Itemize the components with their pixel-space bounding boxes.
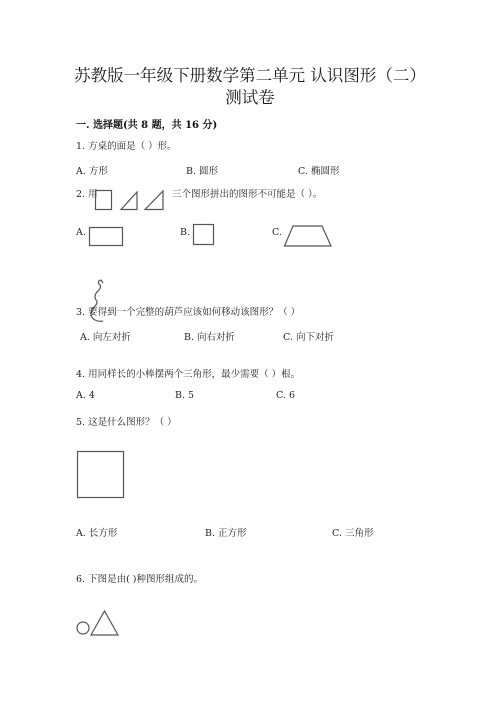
question-4-option-b[interactable]: B. 5: [175, 390, 195, 401]
question-1-option-b[interactable]: B. 圆形: [186, 166, 219, 177]
question-5-stem: 5. 这是什么图形？（ ）: [76, 417, 177, 428]
question-6-stem: 6. 下图是由( )种图形组成的。: [76, 574, 204, 585]
question-3-option-a[interactable]: A. 向左对折: [80, 332, 131, 343]
question-6-figure: [76, 609, 126, 639]
question-5-option-b[interactable]: B. 正方形: [205, 528, 247, 539]
question-1-option-a[interactable]: A. 方形: [76, 166, 108, 177]
question-2-option-b[interactable]: B.: [180, 227, 191, 238]
question-2-stem-prefix: 2. 用: [76, 189, 98, 200]
question-2-option-a[interactable]: A.: [76, 227, 86, 238]
large-square-icon: [77, 451, 127, 501]
obtuse-triangle-icon: [145, 191, 163, 210]
question-5-option-c[interactable]: C. 三角形: [332, 528, 374, 539]
circle-icon: [77, 622, 89, 634]
question-3-option-b[interactable]: B. 向右对折: [184, 332, 236, 343]
question-4-option-a[interactable]: A. 4: [76, 390, 95, 401]
square-icon: [96, 191, 112, 210]
page-title-line2: 测试卷: [225, 88, 275, 107]
question-4-stem: 4. 用同样长的小棒摆两个三角形，最少需要（ ）根。: [76, 369, 301, 380]
question-3-stem: 3. 要得到一个完整的葫芦应该如何移动该图形？（ ）: [76, 307, 301, 318]
section-header: 一. 选择题(共 8 题，共 16 分): [76, 120, 218, 131]
question-2-option-c[interactable]: C.: [272, 227, 282, 238]
triangle-icon: [91, 611, 118, 635]
square-icon: [193, 224, 215, 248]
question-1-stem: 1. 方桌的面是（ ）形。: [76, 141, 177, 152]
question-4-option-c[interactable]: C. 6: [276, 390, 296, 401]
question-1-option-c[interactable]: C. 椭圆形: [298, 166, 340, 177]
page-title: 苏教版一年级下册数学第二单元 认识图形（二）: [74, 66, 426, 85]
trapezoid-icon: [284, 225, 334, 249]
rectangle-icon: [89, 227, 125, 249]
question-5-option-a[interactable]: A. 长方形: [76, 528, 118, 539]
question-2-stem-suffix: 三个图形拼出的图形不可能是（ ）。: [172, 189, 323, 200]
question-2-shapes: [95, 190, 175, 212]
right-triangle-icon: [121, 192, 137, 210]
question-3-option-c[interactable]: C. 向下对折: [283, 332, 334, 343]
